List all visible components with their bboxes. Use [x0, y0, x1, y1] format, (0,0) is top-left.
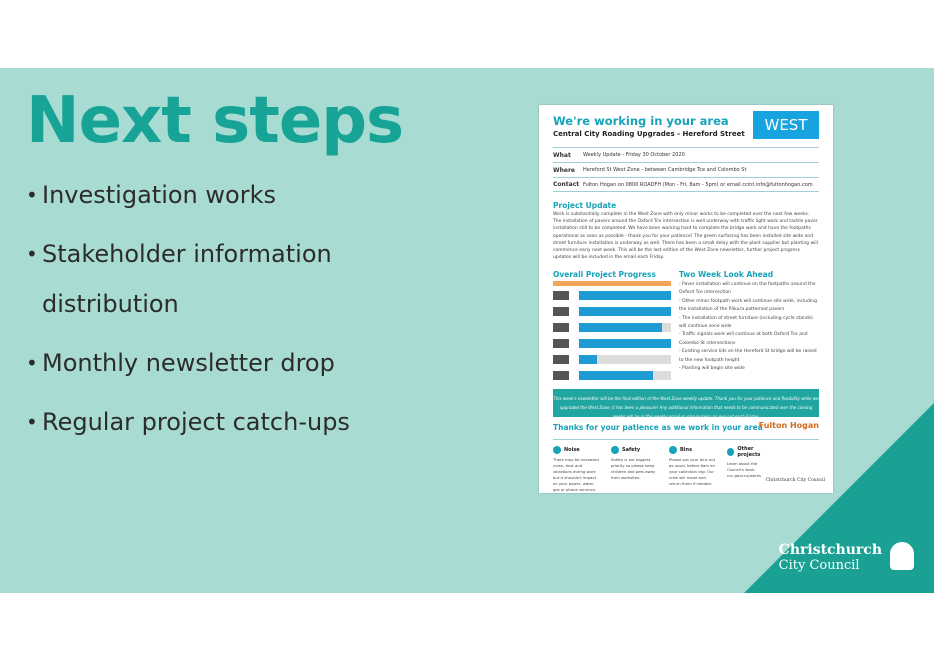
footer-col-text: Learn about the Council's work. ccc.govt.nz/works [727, 461, 761, 478]
info-value: Hereford St West Zone - between Cambridge Tce and Colombo St [583, 167, 747, 173]
council-logo [779, 542, 912, 573]
bullet-list [26, 170, 356, 456]
info-key: What [553, 151, 571, 159]
work-type-icon [553, 307, 569, 316]
bullet-item: • Monthly newsletter drop [26, 338, 356, 388]
progress-track [579, 355, 671, 364]
info-key: Contact [553, 181, 580, 188]
progress-row [553, 368, 671, 383]
footer-col-noise [553, 446, 601, 493]
progress-row [553, 288, 671, 303]
work-type-icon [553, 339, 569, 348]
newsletter-heading: We're working in your area [553, 114, 729, 128]
progress-track [579, 291, 671, 300]
thanks-text: Thanks for your patience as we work in your area [553, 423, 763, 432]
lookahead-item: - Paver installation will continue on the footpaths around the Oxford Tce intersection [679, 282, 816, 296]
footer-col-safety [611, 446, 659, 493]
progress-fill [579, 323, 662, 332]
lookahead-item: - Traffic signals work will continue at both Oxford Tce and Colombo St intersections [679, 332, 808, 346]
progress-track [579, 307, 671, 316]
work-type-icon [553, 323, 569, 332]
newsletter-subheading: Central City Roading Upgrades - Hereford Street [553, 130, 745, 138]
newsletter-info-table [553, 147, 819, 192]
progress-track [579, 339, 671, 348]
final-edition-banner: This week's newsletter will be the final edition of the West Zone weekly update. Thank you for your patience and flexibility while we upgraded the West Zone, it has been a pleasure! Any additional information that needs to be communicated over the coming weeks will be in the weekly email so please keep an eye out each Friday. [553, 389, 819, 417]
contractor-logo: Fulton Hogan [758, 421, 819, 430]
logo-line1: Christchurch [778, 542, 882, 558]
project-update-title: Project Update [553, 201, 617, 210]
footer-col-text: Safety is our biggest priority so please keep children and pets away from worksites. [611, 457, 656, 480]
footer-col-title: Bins [680, 447, 693, 453]
progress-fill [579, 291, 671, 300]
progress-chart [553, 281, 671, 384]
bullet-item: • Regular project catch-ups [26, 397, 356, 447]
progress-row [553, 352, 671, 367]
logo-line2: City Council [778, 558, 860, 573]
info-key: Where [553, 166, 575, 174]
progress-fill [579, 307, 671, 316]
footer-col-text: Please put your bins out as usual, before 6am on your collection day. Our crew will move and return them if needed. [669, 457, 716, 486]
project-update-body: Work is substantially complete in the West Zone with only minor works to be completed over the next few weeks. The installation of pavers around the Oxford Tce intersection is well underway with traffic light work and tactile paver installation still to be completed. We have been working hard to complete the bridge work and have the footpaths operational as soon as possible - thank you for your patience! The green surfacing has been installed site wide and street furniture installation is underway as well. There has been a small delay with the plant supplier but planting will commence early next week. This will be the last edition of the West Zone newsletter, further project progress updates will be included in the email each Friday. [553, 212, 818, 261]
work-type-icon [553, 291, 569, 300]
footer-col-title: Safety [622, 447, 641, 453]
progress-row [553, 320, 671, 335]
footer-col-text: There may be increased noise, dust and vibrations during work but it shouldn't impact on your power, water, gas or phone services. [553, 457, 599, 492]
footer-col-bins [669, 446, 717, 493]
lookahead-item: - Existing service lids on the Hereford St bridge will be raised to the new footpath height [679, 349, 817, 363]
info-row [553, 147, 819, 162]
lookahead-item: - Other minor footpath work will continue site wide, including the installation of the Pākura patterned pavers [679, 298, 817, 313]
progress-track [579, 371, 671, 380]
work-type-icon [553, 355, 569, 364]
progress-title: Overall Project Progress [553, 270, 656, 279]
bullet-item: • Investigation works [26, 170, 356, 220]
lookahead-title: Two Week Look Ahead [679, 270, 774, 279]
progress-row [553, 304, 671, 319]
lookahead-item: - The installation of street furniture (including cycle stands) will continue zone wide [679, 315, 813, 330]
info-icon [727, 448, 734, 456]
zone-badge: WEST [753, 111, 819, 139]
noise-icon [553, 446, 561, 454]
lookahead-list [679, 281, 819, 373]
progress-row [553, 336, 671, 351]
safety-icon [611, 446, 619, 454]
fern-logo-icon [890, 542, 914, 570]
footer-col-title: Other projects [737, 446, 761, 458]
progress-fill [579, 371, 653, 380]
bullet-item: • Stakeholder information distribution [26, 229, 356, 329]
info-row [553, 162, 819, 177]
council-mini-logo: Christchurch City Council [765, 478, 825, 483]
progress-track [579, 323, 671, 332]
work-type-icon [553, 371, 569, 380]
progress-header-bar [553, 281, 671, 286]
footer-col-title: Noise [564, 447, 580, 453]
progress-fill [579, 355, 597, 364]
lookahead-item: - Planting will begin site wide [679, 366, 745, 372]
slide-title: Next steps [26, 84, 404, 158]
info-value: Weekly Update - Friday 30 October 2020 [583, 152, 685, 158]
newsletter-header [553, 114, 745, 138]
progress-fill [579, 339, 671, 348]
info-row [553, 177, 819, 192]
bin-icon [669, 446, 677, 454]
info-value: Fulton Hogan on 0800 ROADFH (Mon - Fri, 8am - 5pm) or email ccint.info@fultonhogan.com [583, 181, 813, 188]
slide [0, 68, 934, 593]
